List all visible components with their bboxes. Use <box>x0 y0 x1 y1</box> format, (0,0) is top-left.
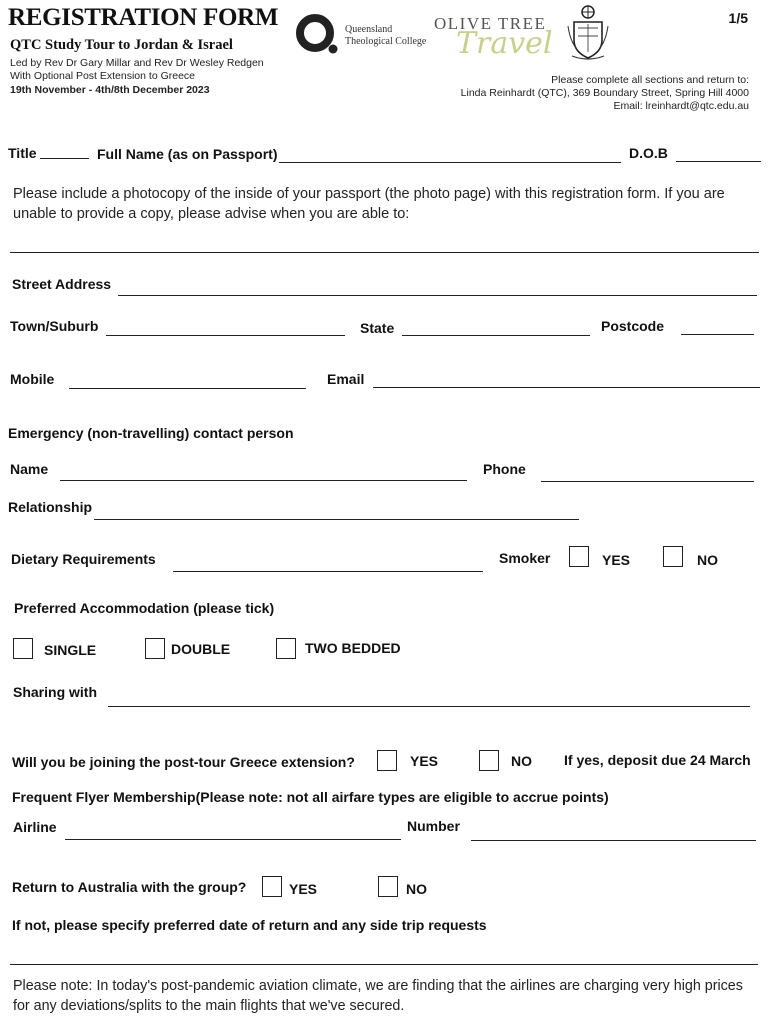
sharing-with-label: Sharing with <box>13 684 97 700</box>
return-specify-field[interactable] <box>10 964 758 965</box>
deposit-note: If yes, deposit due 24 March <box>564 752 751 768</box>
led-by-text: Led by Rev Dr Gary Millar and Rev Dr Wesley Redgen <box>10 57 264 69</box>
smoker-no-checkbox[interactable] <box>663 546 683 567</box>
single-checkbox[interactable] <box>13 638 33 659</box>
crest-icon <box>564 4 612 62</box>
passport-note: Please include a photocopy of the inside of your passport (the photo page) with this registration form. If you are unable to provide a copy, please advise when you are able to: <box>13 186 725 222</box>
emergency-phone-label: Phone <box>483 461 526 477</box>
return-specify-label: If not, please specify preferred date of return and any side trip requests <box>12 917 487 933</box>
email-field[interactable] <box>373 387 760 388</box>
two-bedded-label: TWO BEDDED <box>305 640 401 656</box>
relationship-label: Relationship <box>8 499 93 515</box>
tour-dates: 19th November - 4th/8th December 2023 <box>10 84 210 96</box>
qtc-logo-icon <box>296 14 340 54</box>
frequent-flyer-heading: Frequent Flyer Membership(Please note: not all airfare types are eligible to accrue points) <box>12 789 609 805</box>
street-address-label: Street Address <box>12 276 112 292</box>
dob-label: D.O.B <box>629 145 668 161</box>
greece-no-label: NO <box>511 753 532 769</box>
emergency-name-label: Name <box>10 461 49 477</box>
return-yes-checkbox[interactable] <box>262 876 282 897</box>
two-bedded-checkbox[interactable] <box>276 638 296 659</box>
dietary-field[interactable] <box>173 571 483 572</box>
emergency-phone-field[interactable] <box>541 481 754 482</box>
number-field[interactable] <box>471 840 756 841</box>
state-label: State <box>360 320 395 336</box>
form-title: REGISTRATION FORM <box>8 4 279 31</box>
emergency-heading: Emergency (non-travelling) contact person <box>8 425 294 441</box>
mobile-label: Mobile <box>10 371 55 387</box>
full-name-field[interactable] <box>279 162 621 163</box>
smoker-label: Smoker <box>499 550 551 566</box>
return-question: Return to Australia with the group? <box>12 879 247 895</box>
return-no-label: NO <box>406 881 427 897</box>
emergency-name-field[interactable] <box>60 480 467 481</box>
greece-yes-label: YES <box>410 753 439 769</box>
extension-text: With Optional Post Extension to Greece <box>10 70 196 82</box>
smoker-yes-label: YES <box>602 552 631 568</box>
passport-advise-field[interactable] <box>10 252 759 253</box>
smoker-no-label: NO <box>697 552 718 568</box>
olive-tree-logo-script: Travel <box>456 26 553 61</box>
postcode-field[interactable] <box>681 334 754 335</box>
airline-field[interactable] <box>65 839 401 840</box>
number-label: Number <box>407 818 460 834</box>
postcode-label: Postcode <box>601 318 665 334</box>
greece-extension-question: Will you be joining the post-tour Greece extension? <box>12 754 355 770</box>
single-label: SINGLE <box>44 642 97 658</box>
sharing-with-field[interactable] <box>108 706 750 707</box>
title-field[interactable] <box>40 158 89 159</box>
state-field[interactable] <box>402 335 590 336</box>
double-label: DOUBLE <box>171 641 231 657</box>
return-no-checkbox[interactable] <box>378 876 398 897</box>
return-instructions: Please complete all sections and return to: Linda Reinhardt (QTC), 369 Boundary Street, Spring Hill 4000 Email: lreinhardt@qtc.edu.au <box>460 74 749 112</box>
town-suburb-field[interactable] <box>106 335 345 336</box>
return-yes-label: YES <box>289 881 318 897</box>
mobile-field[interactable] <box>69 388 306 389</box>
airline-label: Airline <box>13 819 57 835</box>
accommodation-heading: Preferred Accommodation (please tick) <box>14 600 275 616</box>
greece-yes-checkbox[interactable] <box>377 750 397 771</box>
footer-note: Please note: In today's post-pandemic aviation climate, we are finding that the airlines are charging very high prices for any deviations/splits to the main flights that we've secured. <box>13 978 743 1014</box>
olive-tree-logo-text: OLIVE TREE <box>434 14 547 33</box>
dob-field[interactable] <box>676 161 761 162</box>
smoker-yes-checkbox[interactable] <box>569 546 589 567</box>
double-checkbox[interactable] <box>145 638 165 659</box>
street-address-field[interactable] <box>118 295 757 296</box>
page-number: 1/5 <box>728 10 748 26</box>
greece-no-checkbox[interactable] <box>479 750 499 771</box>
qtc-logo-text: Queensland Theological College <box>345 24 427 47</box>
dietary-label: Dietary Requirements <box>11 551 156 567</box>
relationship-field[interactable] <box>94 519 579 520</box>
full-name-label: Full Name (as on Passport) <box>97 146 278 162</box>
town-suburb-label: Town/Suburb <box>10 318 99 334</box>
title-label: Title <box>8 145 37 161</box>
form-subtitle: QTC Study Tour to Jordan & Israel <box>10 37 233 53</box>
email-label: Email <box>327 371 365 387</box>
